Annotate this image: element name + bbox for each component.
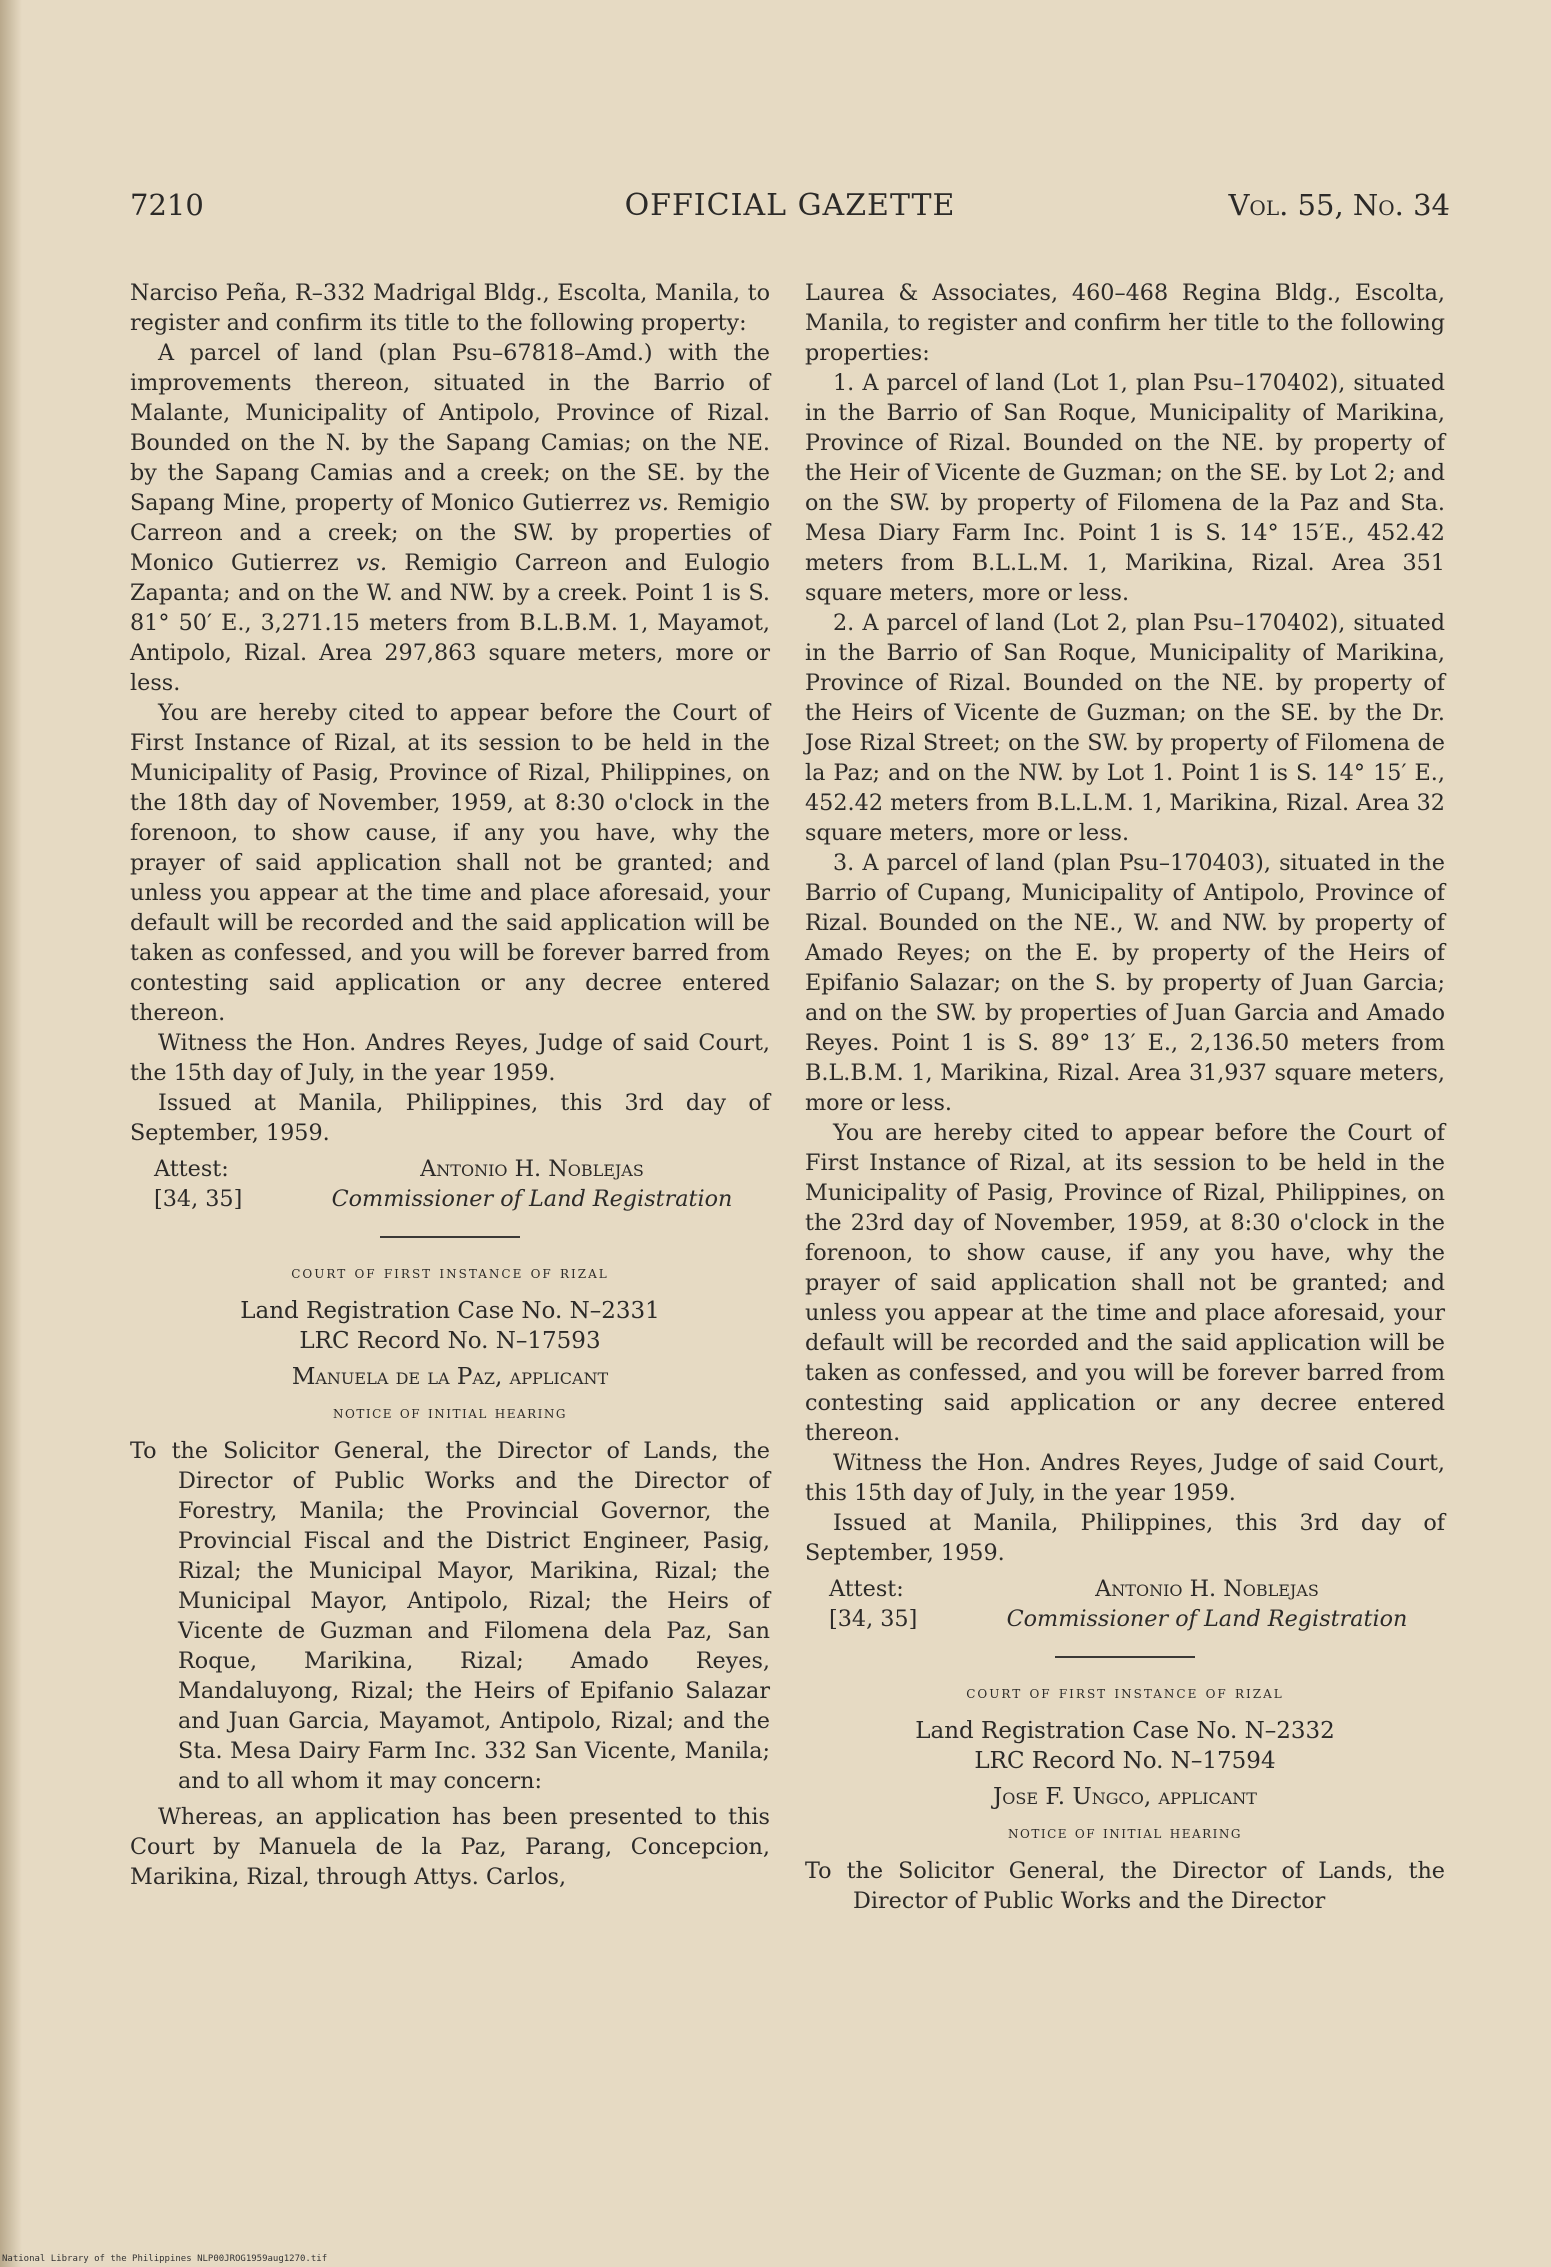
court-heading: court of first instance of rizal xyxy=(291,1263,609,1282)
section-divider xyxy=(1055,1656,1195,1658)
notice-heading: notice of initial hearing xyxy=(332,1403,567,1423)
left-attest xyxy=(130,1154,770,1214)
case-number: Land Registration Case No. N–2331 xyxy=(240,1298,660,1324)
section-divider xyxy=(380,1236,520,1238)
left-paragraph-2: A parcel of land (plan Psu–67818–Amd.) with the improvements thereon, situated in the Barrio of Malante, Municipality of Antipolo, Province of Rizal. Bounded on the N. by the Sapang Camias; on the NE. by the Sapang Camias and a creek; on the SE. by the Sapang Mine, property of Monico Gutierrez vs. Remigio Carreon and a creek; on the SW. by properties of Monico Gutierrez vs. Remigio Carreon and Eulogio Zapanta; and on the W. and NW. by a creek. Point 1 is S. 81° 50′ E., 3,271.15 meters from B.L.B.M. 1, Mayamot, Antipolo, Rizal. Area 297,863 square meters, more or less. xyxy=(130,340,770,696)
lrc-record: LRC Record No. N–17593 xyxy=(299,1328,601,1354)
attest-title: Commissioner of Land Registration xyxy=(1006,1606,1408,1632)
right-attest xyxy=(805,1574,1445,1634)
right-paragraph-6: Witness the Hon. Andres Reyes, Judge of said Court, this 15th day of July, in the year 1959. xyxy=(805,1450,1445,1506)
attest-name: Antonio H. Noblejas xyxy=(420,1156,644,1182)
right-paragraph-2: 1. A parcel of land (Lot 1, plan Psu–170402), situated in the Barrio of San Roque, Municipality of Marikina, Province of Rizal. Bounded on the NE. by property of the Heir of Vicente de Guzman; on the SE. by Lot 2; and on the SW. by property of Filomena de la Paz and Sta. Mesa Diary Farm Inc. Point 1 is S. 14° 15′E., 452.42 meters from B.L.L.M. 1, Marikina, Rizal. Area 351 square meters, more or less. xyxy=(805,370,1445,606)
lrc-record: LRC Record No. N–17594 xyxy=(974,1748,1276,1774)
addressees: To the Solicitor General, the Director of Lands, the Director of Public Works and the Director of Forestry, Manila; the Provincial Governor, the Provincial Fiscal and the District Engineer, Pasig, Rizal; the Municipal Mayor, Marikina, Rizal; the Municipal Mayor, Antipolo, Rizal; the Heirs of Vicente de Guzman and Filomena dela Paz, San Roque, Marikina, Rizal; Amado Reyes, Mandaluyong, Rizal; the Heirs of Epifanio Salazar and Juan Garcia, Mayamot, Antipolo, Rizal; and the Sta. Mesa Dairy Farm Inc. 332 San Vicente, Manila; and to all whom it may concern: xyxy=(130,1438,770,1794)
left-paragraph-5: Issued at Manila, Philippines, this 3rd day of September, 1959. xyxy=(130,1090,770,1146)
right-paragraph-5: You are hereby cited to appear before the Court of First Instance of Rizal, at its session to be held in the Municipality of Pasig, Province of Rizal, Philippines, on the 23rd day of November, 1959, at 8:30 o'clock in the forenoon, to show cause, if any you have, why the prayer of said application shall not be granted; and unless you appear at the time and place aforesaid, your default will be recorded and the said application will be taken as confessed, and you will be forever barred from contesting said application or any decree entered thereon. xyxy=(805,1120,1445,1446)
attest-title: Commissioner of Land Registration xyxy=(331,1186,733,1212)
gazette-title: OFFICIAL GAZETTE xyxy=(624,188,956,223)
left-paragraph-1: Narciso Peña, R–332 Madrigal Bldg., Escolta, Manila, to register and confirm its title to the following property: xyxy=(130,280,770,336)
page-number: 7210 xyxy=(130,188,204,222)
right-column xyxy=(805,278,1445,1916)
court-heading: court of first instance of rizal xyxy=(966,1683,1284,1702)
left-column xyxy=(130,278,770,1892)
left-paragraph-3: You are hereby cited to appear before the Court of First Instance of Rizal, at its session to be held in the Municipality of Pasig, Province of Rizal, Philippines, on the 18th day of November, 1959, at 8:30 o'clock in the forenoon, to show cause, if any you have, why the prayer of said application shall not be granted; and unless you appear at the time and place aforesaid, your default will be recorded and the said application will be taken as confessed, and you will be forever barred from contesting said application or any decree entered thereon. xyxy=(130,700,770,1026)
attest-ref: [34, 35] xyxy=(154,1186,243,1212)
right-paragraph-4: 3. A parcel of land (plan Psu–170403), situated in the Barrio of Cupang, Municipality of Antipolo, Province of Rizal. Bounded on the NE., W. and NW. by property of Amado Reyes; on the E. by property of the Heirs of Epifanio Salazar; on the S. by property of Juan Garcia; and on the SW. by properties of Juan Garcia and Amado Reyes. Point 1 is S. 89° 13′ E., 2,136.50 meters from B.L.B.M. 1, Marikina, Rizal. Area 31,937 square meters, more or less. xyxy=(805,850,1445,1116)
right-paragraph-7: Issued at Manila, Philippines, this 3rd day of September, 1959. xyxy=(805,1510,1445,1566)
addressees: To the Solicitor General, the Director of Lands, the Director of Public Works and the Director xyxy=(805,1858,1445,1914)
page-header xyxy=(130,188,1450,238)
page-edge xyxy=(0,0,22,2267)
left-paragraph-4: Witness the Hon. Andres Reyes, Judge of said Court, the 15th day of July, in the year 1959. xyxy=(130,1030,770,1086)
scan-footer: National Library of the Philippines NLP00JROG1959aug1270.tif xyxy=(2,2254,328,2264)
case-number: Land Registration Case No. N–2332 xyxy=(915,1718,1335,1744)
attest-ref: [34, 35] xyxy=(829,1606,918,1632)
applicant: Manuela de la Paz, applicant xyxy=(291,1364,609,1390)
whereas-paragraph: Whereas, an application has been presented to this Court by Manuela de la Paz, Parang, Concepcion, Marikina, Rizal, through Attys. Carlos, xyxy=(130,1804,770,1890)
attest-label: Attest: xyxy=(154,1156,229,1182)
volume-number: Vol. 55, No. 34 xyxy=(1228,188,1450,222)
attest-name: Antonio H. Noblejas xyxy=(1095,1576,1319,1602)
right-paragraph-1: Laurea & Associates, 460–468 Regina Bldg., Escolta, Manila, to register and confirm her title to the following properties: xyxy=(805,280,1445,366)
applicant: Jose F. Ungco, applicant xyxy=(993,1784,1257,1810)
notice-heading: notice of initial hearing xyxy=(1007,1823,1242,1843)
right-paragraph-3: 2. A parcel of land (Lot 2, plan Psu–170402), situated in the Barrio of San Roque, Municipality of Marikina, Province of Rizal. Bounded on the NE. by property of the Heirs of Vicente de Guzman; on the SE. by the Dr. Jose Rizal Street; on the SW. by property of Filomena de la Paz; and on the NW. by Lot 1. Point 1 is S. 14° 15′ E., 452.42 meters from B.L.L.M. 1, Marikina, Rizal. Area 32 square meters, more or less. xyxy=(805,610,1445,846)
attest-label: Attest: xyxy=(829,1576,904,1602)
